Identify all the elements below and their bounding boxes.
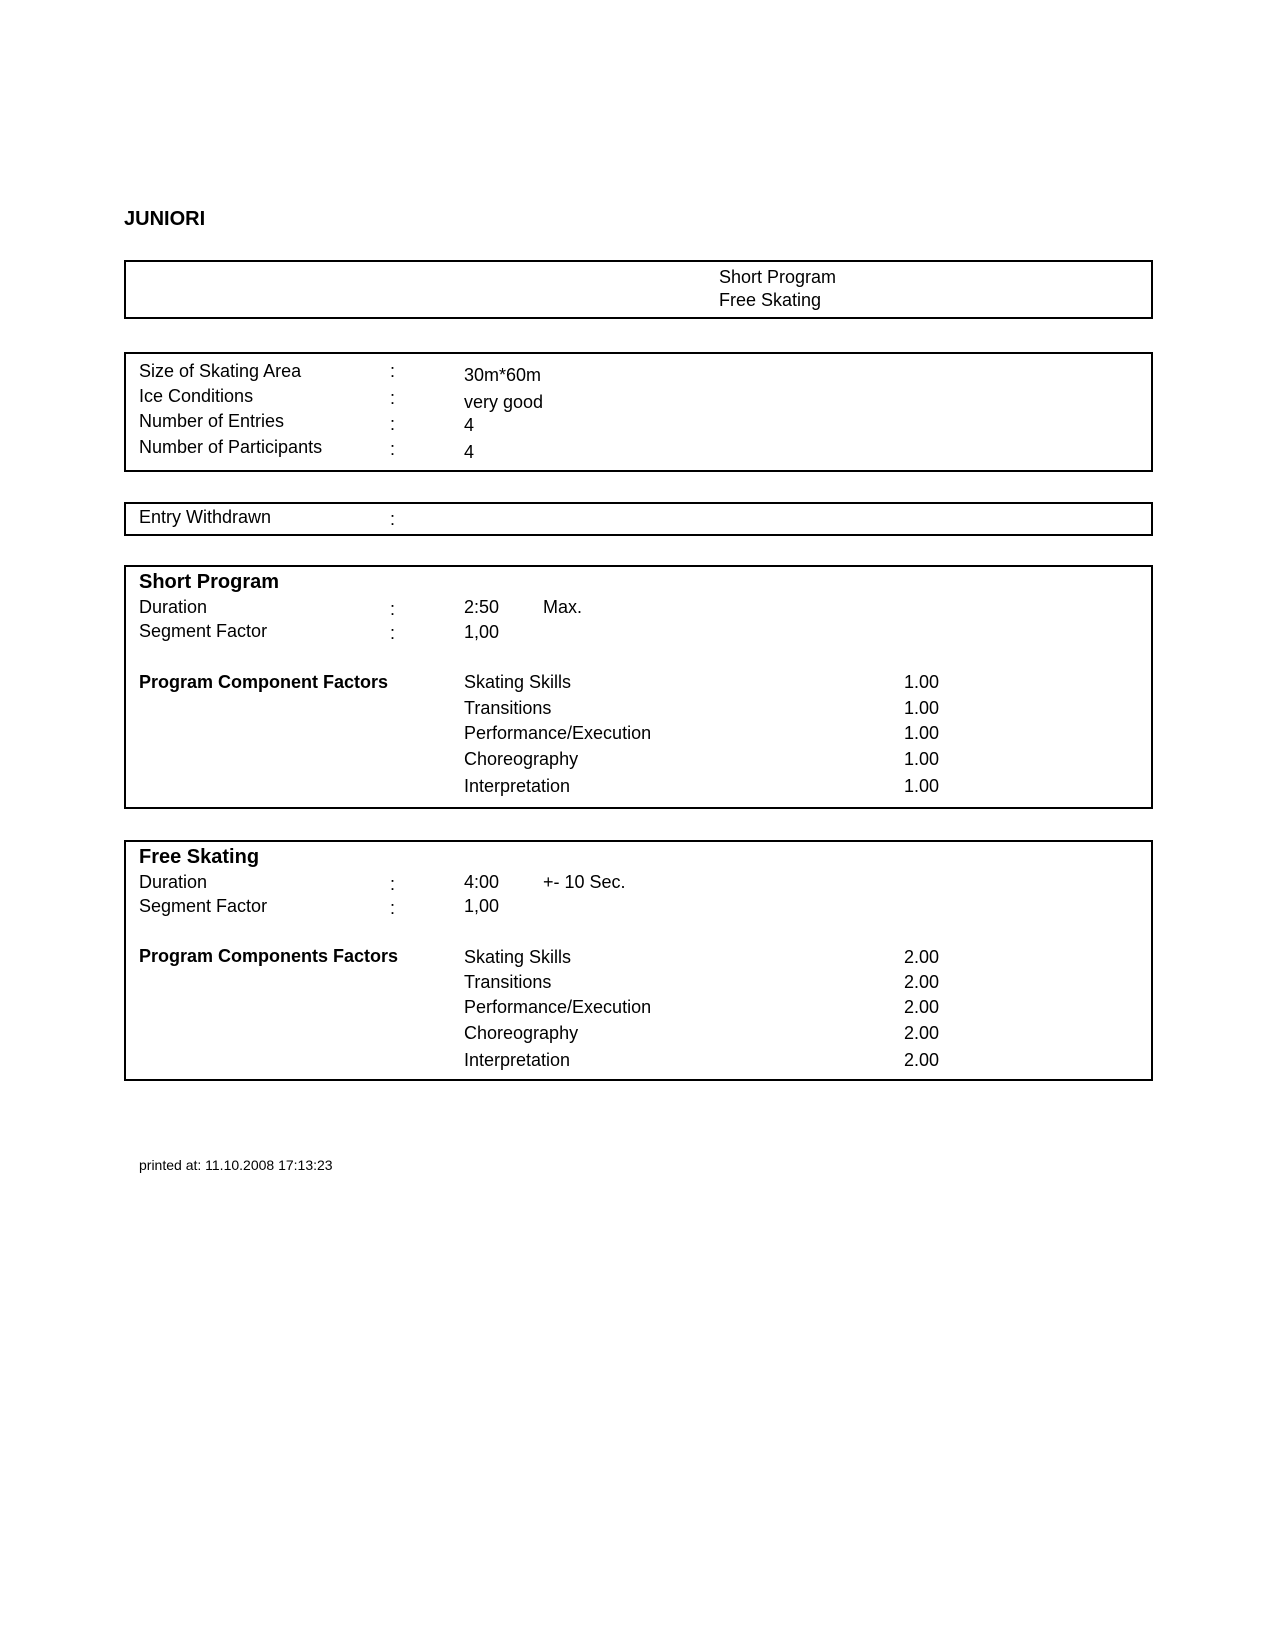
info-value-participants: 4 <box>464 442 475 462</box>
sp-component-value: 1.00 <box>904 776 940 796</box>
withdrawn-box <box>124 502 1153 536</box>
free-skating-title: Free Skating <box>139 846 260 868</box>
printed-at: printed at: 11.10.2008 17:13:23 <box>139 1157 333 1173</box>
fs-factor-sep: : <box>390 898 396 918</box>
info-label-ice: Ice Conditions <box>139 386 254 406</box>
withdrawn-label: Entry Withdrawn <box>139 507 272 527</box>
sp-component-value: 1.00 <box>904 749 940 769</box>
sp-component-name: Interpretation <box>464 776 571 796</box>
info-value-ice: very good <box>464 392 544 412</box>
info-value-entries: 4 <box>464 415 475 435</box>
fs-duration-value: 4:00 <box>464 872 500 892</box>
info-label-entries: Number of Entries <box>139 411 285 431</box>
info-sep-size: : <box>390 361 396 381</box>
sp-component-name: Choreography <box>464 749 579 769</box>
sp-duration-note: Max. <box>543 597 583 617</box>
sp-component-value: 1.00 <box>904 672 940 692</box>
fs-components-label: Program Components Factors <box>139 946 399 966</box>
fs-factor-label: Segment Factor <box>139 896 268 916</box>
info-label-participants: Number of Participants <box>139 437 323 457</box>
sp-component-value: 1.00 <box>904 723 940 743</box>
sp-component-name: Performance/Execution <box>464 723 652 743</box>
sp-duration-value: 2:50 <box>464 597 500 617</box>
fs-duration-note: +- 10 Sec. <box>543 872 626 892</box>
info-sep-ice: : <box>390 388 396 408</box>
fs-component-value: 2.00 <box>904 972 940 992</box>
fs-component-name: Choreography <box>464 1023 579 1043</box>
sp-factor-label: Segment Factor <box>139 621 268 641</box>
info-sep-participants: : <box>390 439 396 459</box>
info-label-size: Size of Skating Area <box>139 361 302 381</box>
segment-short-program: Short Program <box>719 267 837 287</box>
sp-component-name: Skating Skills <box>464 672 572 692</box>
fs-duration-sep: : <box>390 874 396 894</box>
fs-factor-value: 1,00 <box>464 896 500 916</box>
withdrawn-sep: : <box>390 509 396 529</box>
info-sep-entries: : <box>390 414 396 434</box>
sp-duration-label: Duration <box>139 597 208 617</box>
sp-component-value: 1.00 <box>904 698 940 718</box>
segment-free-skating: Free Skating <box>719 290 822 310</box>
sp-components-label: Program Component Factors <box>139 672 389 692</box>
info-value-size: 30m*60m <box>464 365 542 385</box>
sp-factor-sep: : <box>390 623 396 643</box>
fs-component-name: Interpretation <box>464 1050 571 1070</box>
fs-component-name: Transitions <box>464 972 552 992</box>
sp-factor-value: 1,00 <box>464 622 500 642</box>
sp-duration-sep: : <box>390 599 396 619</box>
sp-component-name: Transitions <box>464 698 552 718</box>
short-program-title: Short Program <box>139 571 280 593</box>
page-title: JUNIORI <box>124 208 206 230</box>
fs-component-value: 2.00 <box>904 1023 940 1043</box>
fs-duration-label: Duration <box>139 872 208 892</box>
fs-component-name: Skating Skills <box>464 947 572 967</box>
fs-component-value: 2.00 <box>904 1050 940 1070</box>
fs-component-value: 2.00 <box>904 947 940 967</box>
segments-box <box>124 260 1153 319</box>
fs-component-value: 2.00 <box>904 997 940 1017</box>
fs-component-name: Performance/Execution <box>464 997 652 1017</box>
